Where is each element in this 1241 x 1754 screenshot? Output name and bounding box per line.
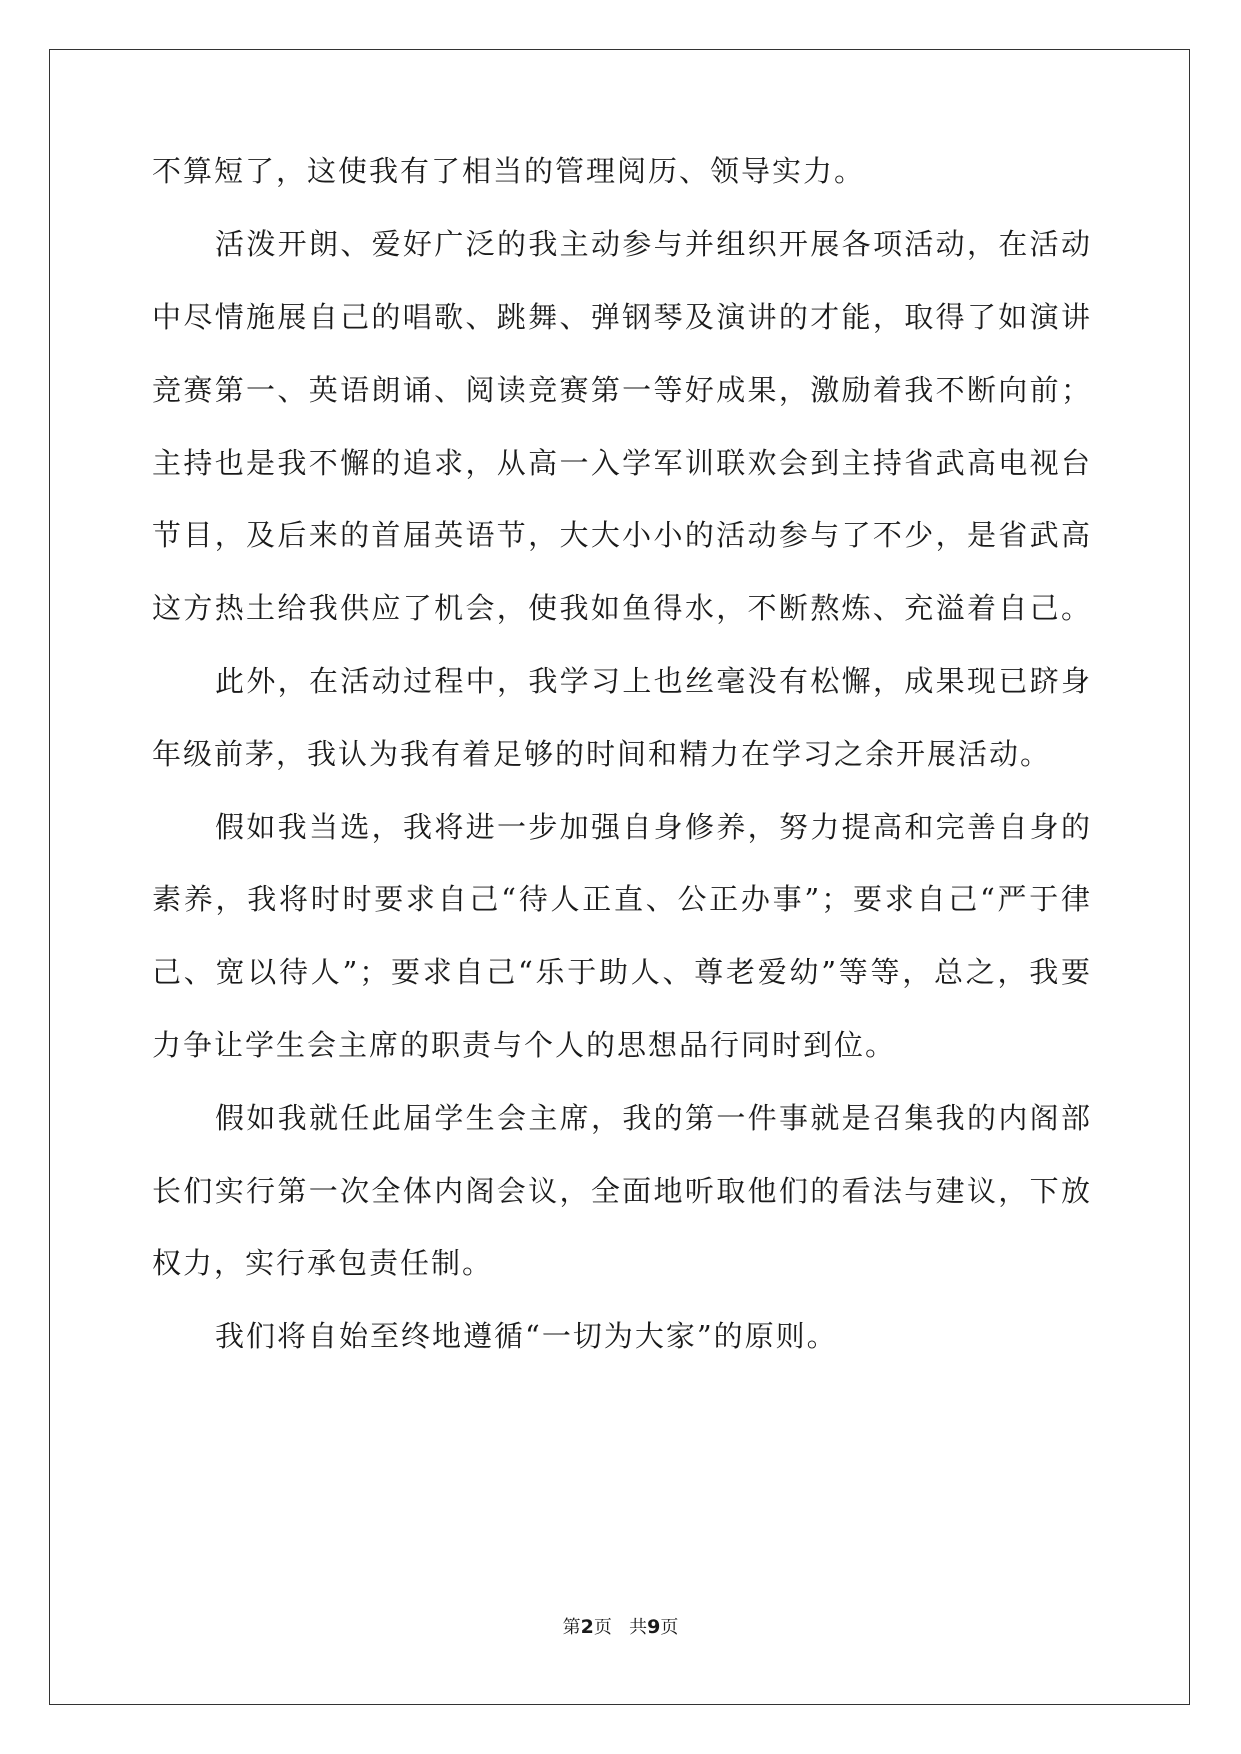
body-text-line: 这方热土给我供应了机会，使我如鱼得水，不断熬炼、充溢着自己。 xyxy=(152,591,1092,625)
paragraph-first-line: 假如我当选，我将进一步加强自身修养，努力提高和完善自身的 xyxy=(215,810,1092,844)
body-text-line: 节目，及后来的首届英语节，大大小小的活动参与了不少，是省武高 xyxy=(152,518,1092,552)
body-text-line: 年级前茅，我认为我有着足够的时间和精力在学习之余开展活动。 xyxy=(152,737,1052,771)
paragraph-first-line: 假如我就任此届学生会主席，我的第一件事就是召集我的内阁部 xyxy=(215,1101,1092,1135)
body-text-line: 长们实行第一次全体内阁会议，全面地听取他们的看法与建议，下放 xyxy=(152,1174,1092,1208)
total-page-number: 9 xyxy=(647,1616,661,1638)
footer-prefix: 第 xyxy=(562,1617,581,1638)
body-text-line: 中尽情施展自己的唱歌、跳舞、弹钢琴及演讲的才能，取得了如演讲 xyxy=(152,300,1092,334)
body-text-line: 权力，实行承包责任制。 xyxy=(152,1246,494,1280)
current-page-number: 2 xyxy=(580,1616,594,1638)
footer-total-prefix: 共 xyxy=(629,1617,648,1638)
footer-page-word: 页 xyxy=(593,1617,612,1638)
body-text-line: 己、宽以待人”；要求自己“乐于助人、尊老爱幼”等等，总之，我要 xyxy=(152,955,1092,989)
body-text-line: 力争让学生会主席的职责与个人的思想品行同时到位。 xyxy=(152,1028,897,1062)
paragraph-first-line: 我们将自始至终地遵循“一切为大家”的原则。 xyxy=(215,1319,838,1353)
body-text-line: 不算短了，这使我有了相当的管理阅历、领导实力。 xyxy=(152,154,866,188)
paragraph-first-line: 此外，在活动过程中，我学习上也丝毫没有松懈，成果现已跻身 xyxy=(215,664,1092,698)
footer-total-suffix: 页 xyxy=(660,1617,679,1638)
body-text-line: 主持也是我不懈的追求，从高一入学军训联欢会到主持省武高电视台 xyxy=(152,446,1092,480)
page-number-footer xyxy=(0,1615,1241,1640)
body-text-line: 竞赛第一、英语朗诵、阅读竞赛第一等好成果，激励着我不断向前； xyxy=(152,373,1092,407)
body-text-line: 素养，我将时时要求自己“待人正直、公正办事”；要求自己“严于律 xyxy=(152,882,1092,916)
paragraph-first-line: 活泼开朗、爱好广泛的我主动参与并组织开展各项活动，在活动 xyxy=(215,227,1092,261)
